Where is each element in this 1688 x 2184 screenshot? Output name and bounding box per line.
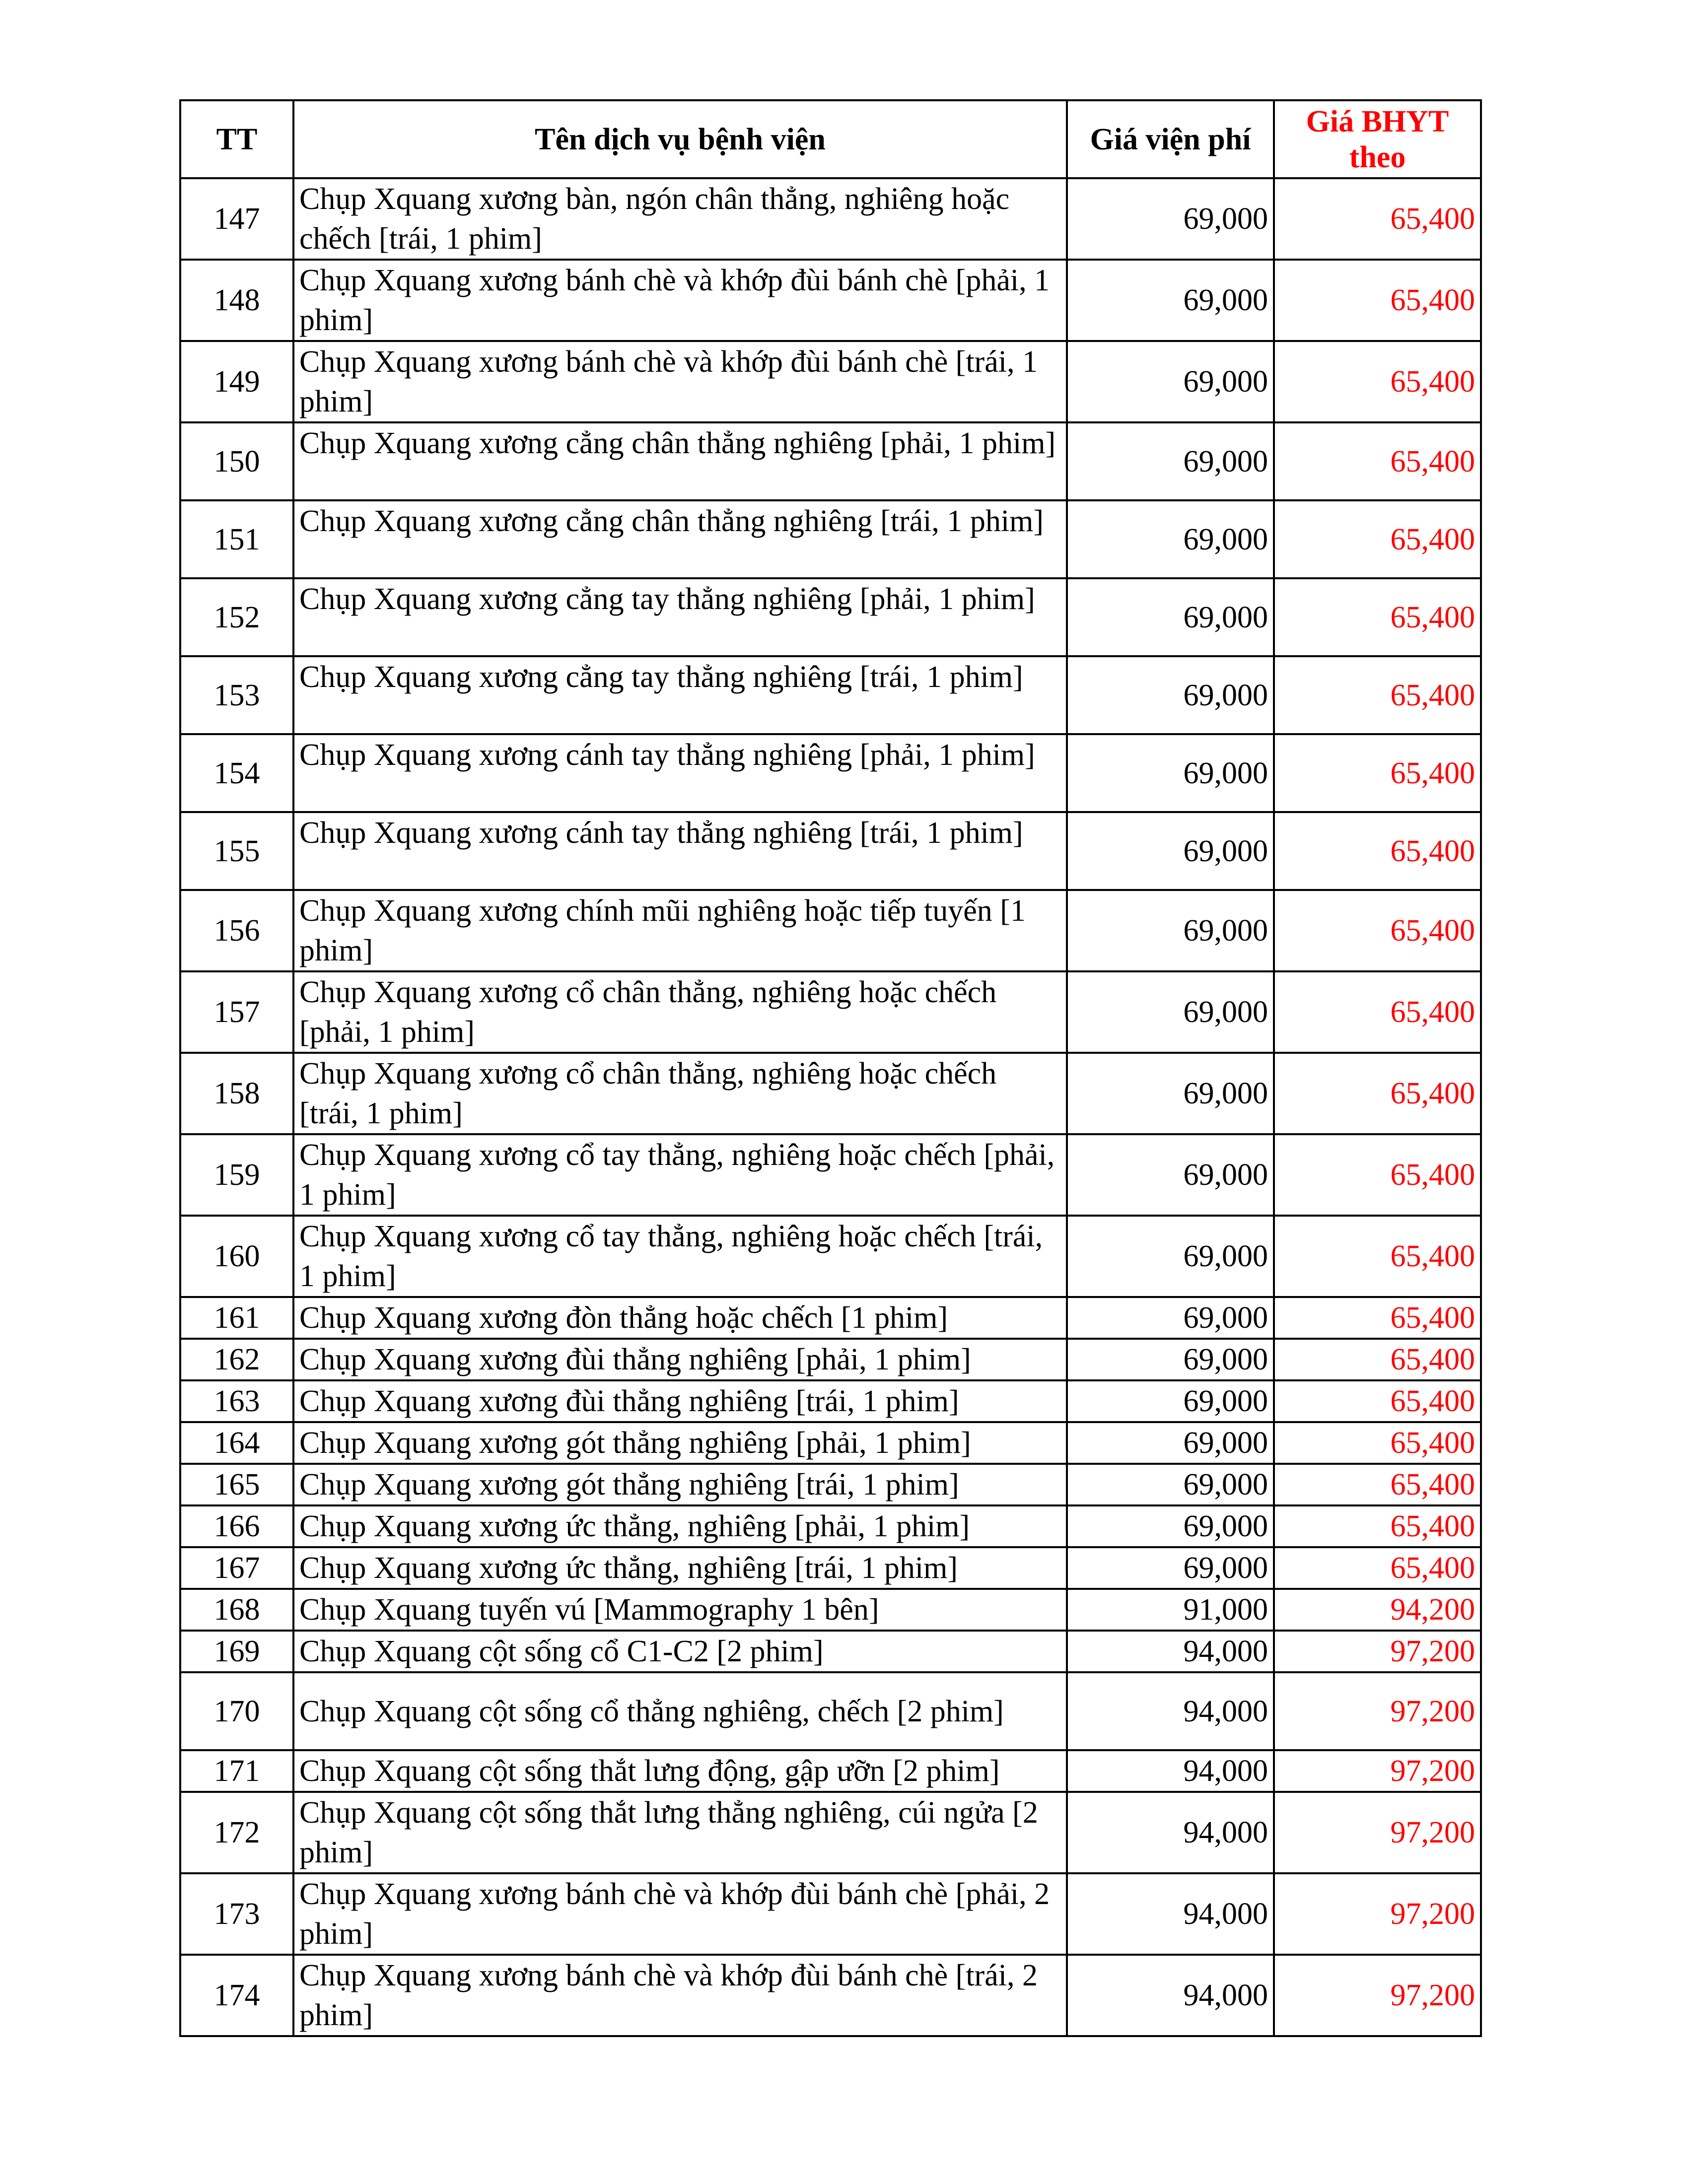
row-number: 153 bbox=[180, 656, 293, 734]
service-name: Chụp Xquang cột sống cổ C1-C2 [2 phim] bbox=[293, 1631, 1067, 1672]
hospital-price: 94,000 bbox=[1067, 1631, 1274, 1672]
table-row bbox=[180, 1380, 1481, 1422]
row-number: 158 bbox=[180, 1053, 293, 1134]
service-name: Chụp Xquang xương cổ tay thẳng, nghiêng hoặc chếch [trái, 1 phim] bbox=[293, 1216, 1067, 1297]
hospital-price: 69,000 bbox=[1067, 1339, 1274, 1380]
table-row bbox=[180, 578, 1481, 656]
insurance-price: 65,400 bbox=[1274, 341, 1481, 422]
hospital-price: 69,000 bbox=[1067, 1297, 1274, 1339]
table-row bbox=[180, 422, 1481, 500]
service-name: Chụp Xquang xương cẳng tay thẳng nghiêng [trái, 1 phim] bbox=[293, 656, 1067, 734]
table-row bbox=[180, 1134, 1481, 1216]
hospital-price: 69,000 bbox=[1067, 812, 1274, 890]
row-number: 160 bbox=[180, 1216, 293, 1297]
hospital-price: 94,000 bbox=[1067, 1873, 1274, 1955]
hospital-price: 69,000 bbox=[1067, 1134, 1274, 1216]
hospital-price: 69,000 bbox=[1067, 500, 1274, 578]
row-number: 168 bbox=[180, 1589, 293, 1631]
row-number: 150 bbox=[180, 422, 293, 500]
insurance-price: 65,400 bbox=[1274, 578, 1481, 656]
row-number: 157 bbox=[180, 971, 293, 1053]
insurance-price: 97,200 bbox=[1274, 1672, 1481, 1750]
insurance-price: 65,400 bbox=[1274, 1053, 1481, 1134]
table-row bbox=[180, 1631, 1481, 1672]
hospital-price: 69,000 bbox=[1067, 890, 1274, 971]
insurance-price: 65,400 bbox=[1274, 971, 1481, 1053]
table-row bbox=[180, 260, 1481, 341]
row-number: 173 bbox=[180, 1873, 293, 1955]
hospital-price: 69,000 bbox=[1067, 971, 1274, 1053]
insurance-price: 65,400 bbox=[1274, 890, 1481, 971]
insurance-price: 97,200 bbox=[1274, 1955, 1481, 2036]
table-row bbox=[180, 734, 1481, 812]
insurance-price: 65,400 bbox=[1274, 260, 1481, 341]
hospital-price: 69,000 bbox=[1067, 1053, 1274, 1134]
table-row bbox=[180, 1873, 1481, 1955]
insurance-price: 65,400 bbox=[1274, 178, 1481, 260]
table-row bbox=[180, 1589, 1481, 1631]
service-name: Chụp Xquang cột sống thắt lưng động, gập ưỡn [2 phim] bbox=[293, 1750, 1067, 1792]
hospital-price: 94,000 bbox=[1067, 1750, 1274, 1792]
table-row bbox=[180, 1053, 1481, 1134]
insurance-price: 65,400 bbox=[1274, 734, 1481, 812]
service-name: Chụp Xquang xương cổ chân thẳng, nghiêng hoặc chếch [trái, 1 phim] bbox=[293, 1053, 1067, 1134]
header-hospital-price: Giá viện phí bbox=[1067, 100, 1274, 178]
row-number: 167 bbox=[180, 1547, 293, 1589]
service-name: Chụp Xquang xương cổ tay thẳng, nghiêng hoặc chếch [phải, 1 phim] bbox=[293, 1134, 1067, 1216]
insurance-price: 94,200 bbox=[1274, 1589, 1481, 1631]
insurance-price: 65,400 bbox=[1274, 1505, 1481, 1547]
insurance-price: 97,200 bbox=[1274, 1631, 1481, 1672]
insurance-price: 97,200 bbox=[1274, 1792, 1481, 1873]
row-number: 171 bbox=[180, 1750, 293, 1792]
service-name: Chụp Xquang cột sống thắt lưng thẳng nghiêng, cúi ngửa [2 phim] bbox=[293, 1792, 1067, 1873]
table-row bbox=[180, 1672, 1481, 1750]
service-name: Chụp Xquang xương ức thẳng, nghiêng [phải, 1 phim] bbox=[293, 1505, 1067, 1547]
table-row bbox=[180, 1750, 1481, 1792]
hospital-price: 69,000 bbox=[1067, 260, 1274, 341]
service-name: Chụp Xquang xương cánh tay thẳng nghiêng [trái, 1 phim] bbox=[293, 812, 1067, 890]
table-row bbox=[180, 1297, 1481, 1339]
service-name: Chụp Xquang xương cẳng chân thẳng nghiêng [phải, 1 phim] bbox=[293, 422, 1067, 500]
hospital-price: 69,000 bbox=[1067, 1380, 1274, 1422]
service-name: Chụp Xquang xương bánh chè và khớp đùi bánh chè [phải, 1 phim] bbox=[293, 260, 1067, 341]
insurance-price: 65,400 bbox=[1274, 1216, 1481, 1297]
row-number: 155 bbox=[180, 812, 293, 890]
service-name: Chụp Xquang xương bàn, ngón chân thẳng, nghiêng hoặc chếch [trái, 1 phim] bbox=[293, 178, 1067, 260]
hospital-price: 94,000 bbox=[1067, 1792, 1274, 1873]
row-number: 147 bbox=[180, 178, 293, 260]
hospital-price: 69,000 bbox=[1067, 1547, 1274, 1589]
service-name: Chụp Xquang xương chính mũi nghiêng hoặc tiếp tuyến [1 phim] bbox=[293, 890, 1067, 971]
insurance-price: 65,400 bbox=[1274, 500, 1481, 578]
row-number: 164 bbox=[180, 1422, 293, 1464]
hospital-price: 69,000 bbox=[1067, 422, 1274, 500]
table-row bbox=[180, 500, 1481, 578]
hospital-price: 91,000 bbox=[1067, 1589, 1274, 1631]
service-name: Chụp Xquang xương đòn thẳng hoặc chếch [1 phim] bbox=[293, 1297, 1067, 1339]
service-name: Chụp Xquang xương gót thẳng nghiêng [trái, 1 phim] bbox=[293, 1464, 1067, 1505]
hospital-price: 69,000 bbox=[1067, 1505, 1274, 1547]
service-name: Chụp Xquang xương ức thẳng, nghiêng [trái, 1 phim] bbox=[293, 1547, 1067, 1589]
insurance-price: 65,400 bbox=[1274, 422, 1481, 500]
hospital-price: 69,000 bbox=[1067, 578, 1274, 656]
service-name: Chụp Xquang cột sống cổ thẳng nghiêng, chếch [2 phim] bbox=[293, 1672, 1067, 1750]
header-insurance-price: Giá BHYT theo bbox=[1274, 100, 1481, 178]
header-service-name: Tên dịch vụ bệnh viện bbox=[293, 100, 1067, 178]
hospital-price: 69,000 bbox=[1067, 1216, 1274, 1297]
insurance-price: 65,400 bbox=[1274, 1464, 1481, 1505]
table-row bbox=[180, 1792, 1481, 1873]
row-number: 152 bbox=[180, 578, 293, 656]
table-row bbox=[180, 1547, 1481, 1589]
insurance-price: 65,400 bbox=[1274, 1380, 1481, 1422]
table-row bbox=[180, 1464, 1481, 1505]
service-name: Chụp Xquang tuyến vú [Mammography 1 bên] bbox=[293, 1589, 1067, 1631]
row-number: 170 bbox=[180, 1672, 293, 1750]
row-number: 154 bbox=[180, 734, 293, 812]
insurance-price: 65,400 bbox=[1274, 1134, 1481, 1216]
hospital-price: 94,000 bbox=[1067, 1672, 1274, 1750]
row-number: 162 bbox=[180, 1339, 293, 1380]
insurance-price: 97,200 bbox=[1274, 1873, 1481, 1955]
row-number: 149 bbox=[180, 341, 293, 422]
service-name: Chụp Xquang xương cẳng tay thẳng nghiêng [phải, 1 phim] bbox=[293, 578, 1067, 656]
header-row bbox=[180, 100, 1481, 178]
table-row bbox=[180, 812, 1481, 890]
service-name: Chụp Xquang xương đùi thẳng nghiêng [trái, 1 phim] bbox=[293, 1380, 1067, 1422]
insurance-price: 65,400 bbox=[1274, 656, 1481, 734]
row-number: 169 bbox=[180, 1631, 293, 1672]
table-row bbox=[180, 656, 1481, 734]
row-number: 166 bbox=[180, 1505, 293, 1547]
table-row bbox=[180, 341, 1481, 422]
table-row bbox=[180, 1216, 1481, 1297]
table-row bbox=[180, 178, 1481, 260]
service-name: Chụp Xquang xương cẳng chân thẳng nghiêng [trái, 1 phim] bbox=[293, 500, 1067, 578]
service-name: Chụp Xquang xương bánh chè và khớp đùi bánh chè [phải, 2 phim] bbox=[293, 1873, 1067, 1955]
header-tt: TT bbox=[180, 100, 293, 178]
service-name: Chụp Xquang xương đùi thẳng nghiêng [phải, 1 phim] bbox=[293, 1339, 1067, 1380]
table-row bbox=[180, 1955, 1481, 2036]
hospital-price: 69,000 bbox=[1067, 341, 1274, 422]
row-number: 172 bbox=[180, 1792, 293, 1873]
hospital-price: 69,000 bbox=[1067, 178, 1274, 260]
insurance-price: 65,400 bbox=[1274, 1547, 1481, 1589]
hospital-price: 69,000 bbox=[1067, 1422, 1274, 1464]
row-number: 161 bbox=[180, 1297, 293, 1339]
insurance-price: 65,400 bbox=[1274, 812, 1481, 890]
table-row bbox=[180, 1505, 1481, 1547]
insurance-price: 97,200 bbox=[1274, 1750, 1481, 1792]
table-row bbox=[180, 1339, 1481, 1380]
hospital-price: 69,000 bbox=[1067, 734, 1274, 812]
service-name: Chụp Xquang xương bánh chè và khớp đùi bánh chè [trái, 1 phim] bbox=[293, 341, 1067, 422]
price-table bbox=[179, 99, 1482, 2037]
row-number: 151 bbox=[180, 500, 293, 578]
table-row bbox=[180, 1422, 1481, 1464]
row-number: 159 bbox=[180, 1134, 293, 1216]
service-name: Chụp Xquang xương cổ chân thẳng, nghiêng hoặc chếch [phải, 1 phim] bbox=[293, 971, 1067, 1053]
row-number: 156 bbox=[180, 890, 293, 971]
table-row bbox=[180, 890, 1481, 971]
row-number: 163 bbox=[180, 1380, 293, 1422]
row-number: 165 bbox=[180, 1464, 293, 1505]
service-name: Chụp Xquang xương bánh chè và khớp đùi bánh chè [trái, 2 phim] bbox=[293, 1955, 1067, 2036]
table-row bbox=[180, 971, 1481, 1053]
service-name: Chụp Xquang xương cánh tay thẳng nghiêng [phải, 1 phim] bbox=[293, 734, 1067, 812]
row-number: 174 bbox=[180, 1955, 293, 2036]
hospital-price: 69,000 bbox=[1067, 1464, 1274, 1505]
hospital-price: 94,000 bbox=[1067, 1955, 1274, 2036]
row-number: 148 bbox=[180, 260, 293, 341]
insurance-price: 65,400 bbox=[1274, 1297, 1481, 1339]
insurance-price: 65,400 bbox=[1274, 1422, 1481, 1464]
service-name: Chụp Xquang xương gót thẳng nghiêng [phải, 1 phim] bbox=[293, 1422, 1067, 1464]
hospital-price: 69,000 bbox=[1067, 656, 1274, 734]
insurance-price: 65,400 bbox=[1274, 1339, 1481, 1380]
